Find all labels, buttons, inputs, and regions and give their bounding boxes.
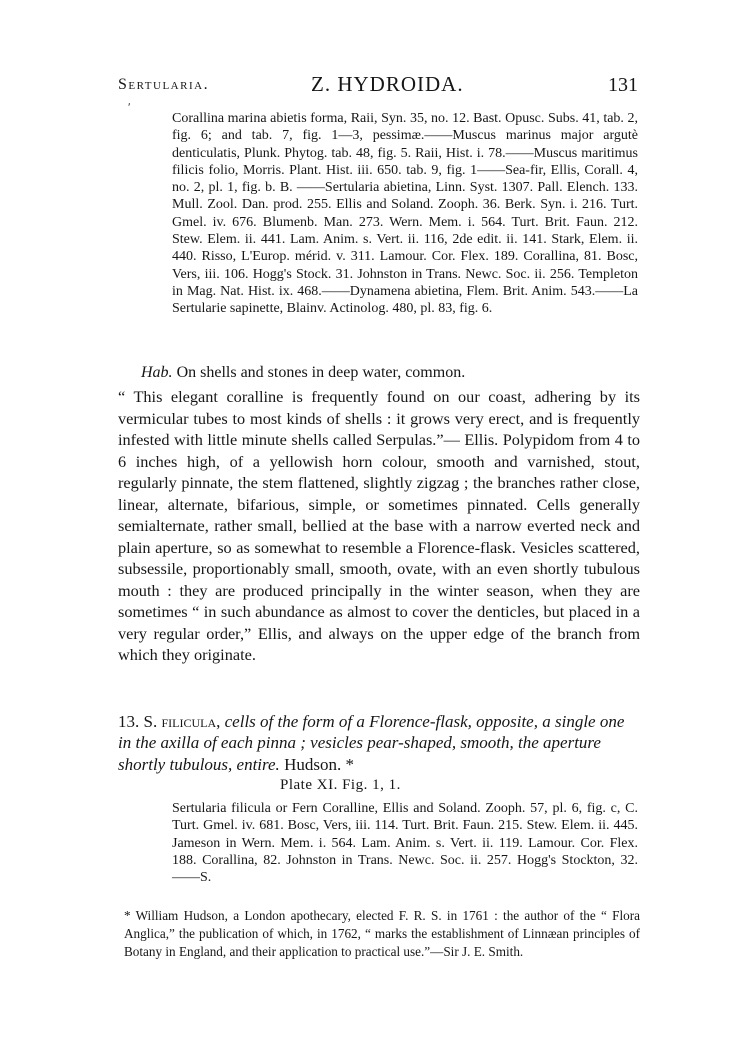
synonymy-block-filicula: Sertularia filicula or Fern Coralline, Ellis and Soland. Zooph. 57, pl. 6, fig. c, C. Turt. Gmel. iv. 681. Bosc, Vers, iii. 114. Turt. Brit. Faun. 215. Stew. Elem. ii. 445. Jameson in Wern. Mem. i. 564. Lam. Anim. s. Vert. ii. 119. Lamour. Cor. Flex. 188. Corallina, 82. Johnston in Trans. Newc. Soc. ii. 257. Hogg's Stockton, 32.——S. (172, 801, 638, 886)
plate-reference: Plate XI. Fig. 1, 1. (280, 777, 401, 793)
habitat-label: Hab. (141, 364, 173, 381)
running-header (118, 72, 638, 106)
species-name: filicula, (157, 712, 221, 731)
running-title-center: Z. HYDROIDA. (311, 72, 464, 96)
species-description: “ This elegant coralline is frequently found on our coast, adhering by its vermicular tubes to most kinds of shells : it grows very erect, and is frequently infested with little minute shells called Serpulas.”— Ellis. Polypidom from 4 to 6 inches high, of a yellowish horn colour, smooth and varnished, stout, regularly pinnate, the stem flattened, slightly zigzag ; the branches rather close, linear, alternate, bifarious, simple, or sometimes pinnated. Cells generally semialternate, rather small, bellied at the base with a narrow everted neck and plain aperture, so as somewhat to resemble a Florence-flask. Vesicles scattered, subsessile, proportionably small, smooth, ovate, with an even shortly tubulous mouth : they are produced principally in the winter season, when they are sometimes “ in such abundance as almost to cover the denticles, but placed in a very regular order,” Ellis, and always on the upper edge of the branch from which they originate. (118, 387, 640, 664)
species-heading (118, 711, 640, 775)
species-authority: Hudson. * (279, 754, 354, 774)
synonymy-block-abietina: Corallina marina abietis forma, Raii, Syn. 35, no. 12. Bast. Opusc. Subs. 41, tab. 2, fig. 6; and tab. 7, fig. 1—3, pessimæ.——Muscus marinus major argutè denticulatis, Plunk. Phytog. tab. 48, fig. 5. Raii, Hist. i. 78.——Muscus maritimus filicis folio, Morris. Plant. Hist. iii. 650. tab. 9, fig. 1——Sea-fir, Ellis, Corall. 4, no. 2, pl. 1, fig. b. B. ——Sertularia abietina, Linn. Syst. 1307. Pall. Elench. 133. Mull. Zool. Dan. prod. 255. Ellis and Soland. Zooph. 36. Berk. Syn. i. 216. Turt. Gmel. iv. 676. Blumenb. Man. 273. Wern. Mem. i. 564. Turt. Brit. Faun. 212. Stew. Elem. ii. 441. Lam. Anim. s. Vert. ii. 116, 2de edit. ii. 141. Stark, Elem. ii. 440. Risso, L'Europ. mérid. v. 311. Lamour. Cor. Flex. 189. Corallina, 81. Bosc, Vers, iii. 106. Hogg's Stock. 31. Johnston in Trans. Newc. Soc. ii. 256. Templeton in Mag. Nat. Hist. ix. 468.——Dynamena abietina, Flem. Brit. Anim. 543.——La Sertularie sapinette, Blainv. Actinolog. 480, pl. 83, fig. 6. (172, 111, 638, 317)
footnote: * William Hudson, a London apothecary, elected F. R. S. in 1761 : the author of the “ Flora Anglica,” the publication of which, in 1762, “ marks the establishment of Linnæan principles of Botany in England, and their application to practical use.”—Sir J. E. Smith. (124, 908, 640, 960)
habitat-line (141, 364, 641, 382)
page-number: 131 (608, 74, 638, 96)
habitat-text: On shells and stones in deep water, common. (172, 364, 466, 381)
species-number: 13. S. (118, 712, 158, 731)
margin-mark: ʹ (128, 100, 131, 114)
running-title-left: Sertularia. (118, 76, 210, 93)
species-diagnosis: cells of the form of a Florence-flask, opposite, a single one in the axilla of each pinna ; vesicles pear-shaped, smooth, the aperture shortly tubulous, entire. (118, 712, 625, 774)
